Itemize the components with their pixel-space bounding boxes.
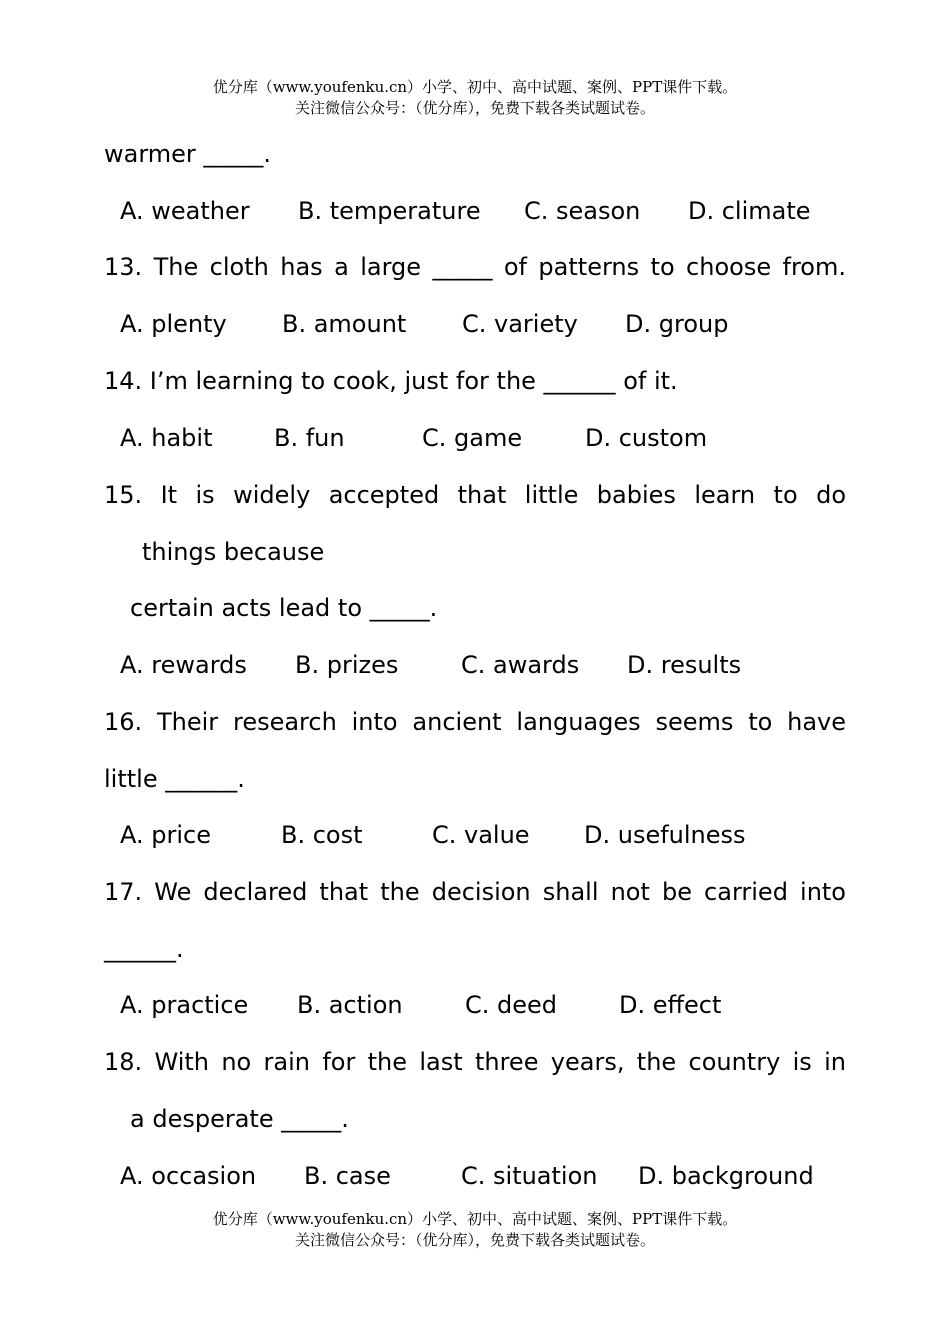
footer-line-2: 关注微信公众号：（优分库），免费下载各类试题试卷。 xyxy=(294,1231,655,1249)
q18-stem-line-2: a desperate _____. xyxy=(130,1105,349,1133)
page-header xyxy=(0,77,950,119)
q18-option-a: A. occasion xyxy=(120,1162,257,1190)
q16-option-a: A. price xyxy=(120,821,211,849)
q12-stem-continuation: warmer _____. xyxy=(104,140,272,168)
q15-option-d: D. results xyxy=(627,651,742,679)
q17-stem-line-2: ______. xyxy=(104,935,184,963)
q15-option-c: C. awards xyxy=(461,651,580,679)
q14-option-a: A. habit xyxy=(120,424,213,452)
q13-option-a: A. plenty xyxy=(120,310,227,338)
q13-stem: 13. The cloth has a large _____ of patterns to choose from. xyxy=(104,253,846,281)
q14-option-b: B. fun xyxy=(274,424,345,452)
q12-option-b: B. temperature xyxy=(298,197,481,225)
q16-option-c: C. value xyxy=(432,821,530,849)
header-line-2: 关注微信公众号：（优分库），免费下载各类试题试卷。 xyxy=(294,99,655,117)
q12-option-a: A. weather xyxy=(120,197,250,225)
q16-option-d: D. usefulness xyxy=(584,821,746,849)
q18-option-b: B. case xyxy=(304,1162,391,1190)
q17-option-a: A. practice xyxy=(120,991,249,1019)
q12-option-d: D. climate xyxy=(688,197,811,225)
q16-stem-line-1: 16. Their research into ancient languages seems to have xyxy=(104,708,846,736)
q17-stem-line-1: 17. We declared that the decision shall not be carried into xyxy=(104,878,846,906)
q12-option-c: C. season xyxy=(524,197,641,225)
page-footer xyxy=(0,1209,950,1251)
q17-option-d: D. effect xyxy=(619,991,722,1019)
q17-option-b: B. action xyxy=(297,991,403,1019)
q15-option-a: A. rewards xyxy=(120,651,247,679)
q16-option-b: B. cost xyxy=(281,821,363,849)
q18-stem-line-1: 18. With no rain for the last three years, the country is in xyxy=(104,1048,846,1076)
q14-option-d: D. custom xyxy=(585,424,708,452)
q17-option-c: C. deed xyxy=(465,991,558,1019)
q18-option-d: D. background xyxy=(638,1162,814,1190)
q15-stem-line-1: 15. It is widely accepted that little babies learn to do xyxy=(104,481,846,509)
q16-stem-line-2: little ______. xyxy=(104,765,245,793)
q15-stem-line-2: things because xyxy=(142,538,325,566)
q13-option-d: D. group xyxy=(625,310,729,338)
q13-option-b: B. amount xyxy=(282,310,407,338)
q14-stem: 14. I’m learning to cook, just for the ______ of it. xyxy=(104,367,678,395)
q18-option-c: C. situation xyxy=(461,1162,598,1190)
q15-stem-line-3: certain acts lead to _____. xyxy=(130,594,438,622)
q15-option-b: B. prizes xyxy=(295,651,399,679)
q14-option-c: C. game xyxy=(422,424,523,452)
header-line-1: 优分库（www.youfenku.cn）小学、初中、高中试题、案例、PPT课件下载。 xyxy=(212,78,738,96)
q13-option-c: C. variety xyxy=(462,310,578,338)
footer-line-1: 优分库（www.youfenku.cn）小学、初中、高中试题、案例、PPT课件下载。 xyxy=(212,1210,738,1228)
